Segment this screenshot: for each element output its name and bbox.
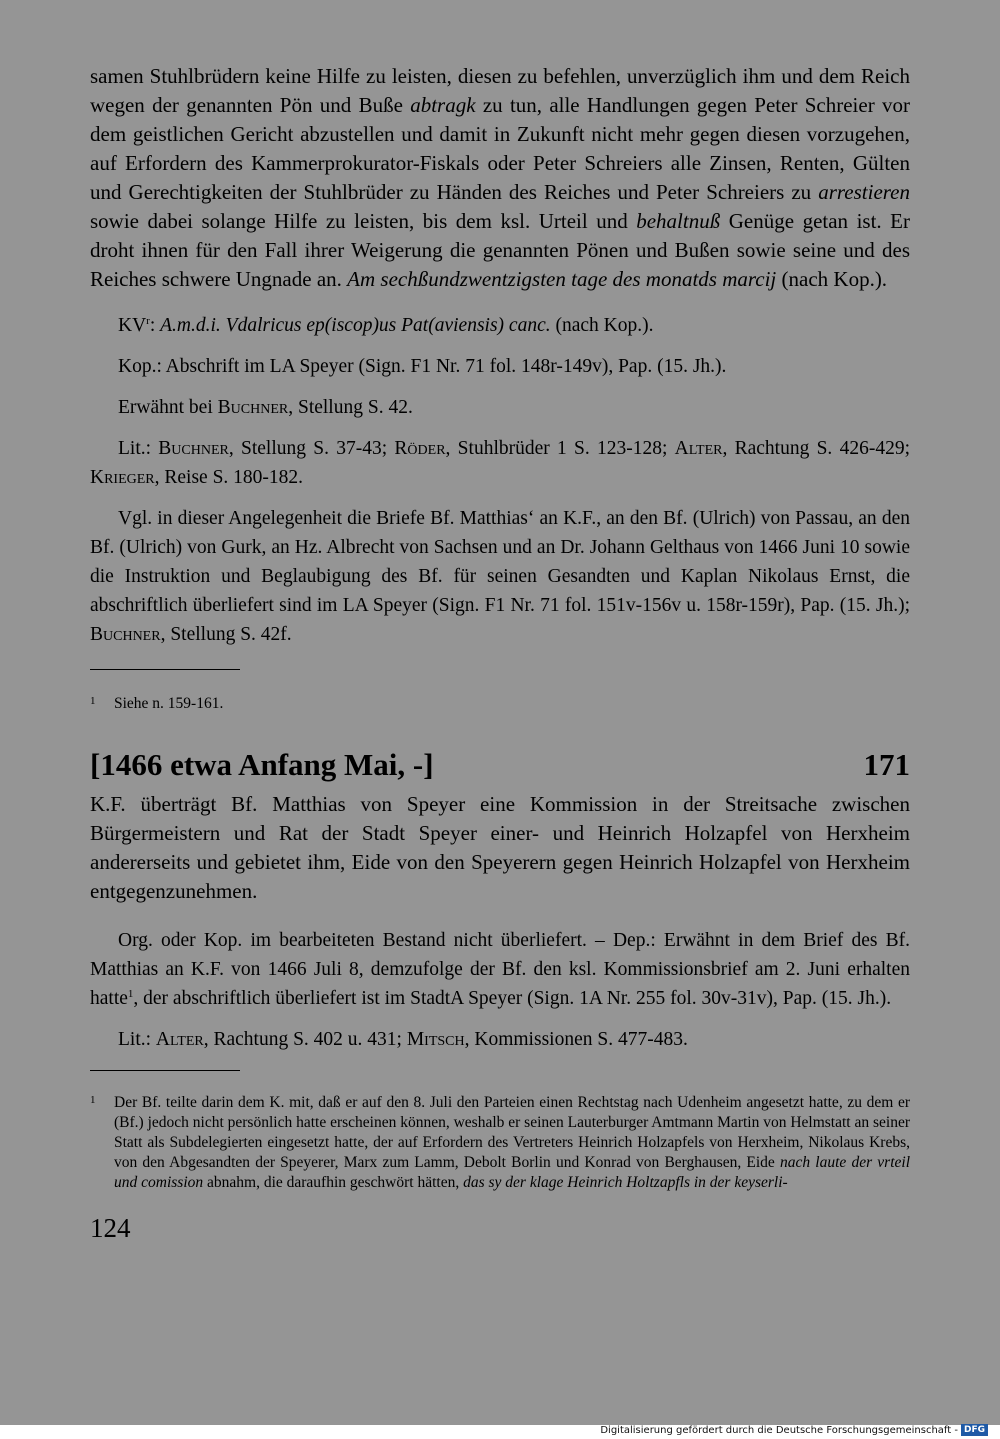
dfg-logo: DFG: [961, 1424, 988, 1436]
entry-heading: [90, 746, 910, 784]
erwaehnt-note: Erwähnt bei Buchner, Stellung S. 42.: [118, 397, 413, 418]
literature-note: Lit.: Buchner, Stellung S. 37-43; Röder, Stuhlbrüder 1 S. 123-128; Alter, Rachtung S. 426-429; Krieger, Reise S. 180-182.: [90, 438, 910, 488]
apparatus-block-2: [90, 926, 910, 1054]
text-column: [90, 62, 910, 1243]
entry-number: 171: [863, 747, 910, 782]
credit-text: Digitalisierung gefördert durch die Deutsche Forschungsgemeinschaft -: [600, 1424, 958, 1436]
footnote-rule-2: [90, 1070, 240, 1071]
vgl-note: Vgl. in dieser Angelegenheit die Briefe Bf. Matthias‘ an K.F., an den Bf. (Ulrich) von Passau, an den Bf. (Ulrich) von Gurk, an Hz. Albrecht von Sachsen und an Dr. Johann Gelthaus von 1466 Juni 10 sowie die Instruktion und Beglaubigung des Bf. für seinen Gesandten und Kaplan Nikolaus Ernst, die abschriftlich überliefert sind im LA Speyer (Sign. F1 Nr. 71 fol. 151v-156v u. 158r-159r), Pap. (15. Jh.); Buchner, Stellung S. 42f.: [90, 508, 910, 645]
entry-summary: K.F. überträgt Bf. Matthias von Speyer eine Kommission in der Streitsache zwischen Bürgermeistern und Rat der Stadt Speyer einer- und Heinrich Holzapfel von Herxheim andererseits und gebietet ihm, Eide von den Speyerern gegen Heinrich Holzapfel von Herxheim entgegenzunehmen.: [90, 792, 910, 903]
org-note: Org. oder Kop. im bearbeiteten Bestand nicht überliefert. – Dep.: Erwähnt in dem Brief des Bf. Matthias an K.F. von 1466 Juli 8, demzufolge der Bf. den ksl. Kommissionsbrief am 2. Juni erhalten hatte$^1$, der abschriftlich überliefert ist im StadtA Speyer (Sign. 1A Nr. 255 fol. 30v-31v), Pap. (15. Jh.).: [90, 930, 910, 1009]
continued-paragraph: samen Stuhlbrüdern keine Hilfe zu leisten, diesen zu befehlen, unverzüglich ihm und dem Reich wegen der genannten Pön und Buße abtragk zu tun, alle Handlungen gegen Peter Schreier vor dem geistlichen Gericht abzustellen und damit in Zukunft nicht mehr gegen diesen vorzugehen, auf Erfordern des Kammerprokurator-Fiskals oder Peter Schreiers alle Zinsen, Renten, Gülten und Gerechtigkeiten der Stuhlbrüder zu Händen des Reiches und Peter Schreiers zu arrestieren sowie dabei solange Hilfe zu leisten, bis dem ksl. Urteil und behaltnuß Genüge getan ist. Er droht ihnen für den Fall ihrer Weigerung die genannten Pönen und Bußen sowie seine und des Reiches schwere Ungnade an. Am sechßundzwentzigsten tage des monatds marcij (nach Kop.).: [90, 64, 910, 291]
footnote-rule: [90, 669, 240, 670]
apparatus-block-1: [90, 311, 910, 649]
footnote-2: 1 Der Bf. teilte darin dem K. mit, daß er auf den 8. Juli den Parteien einen Rechtstag nach Udenheim angesetzt hatte, zu dem er (Bf.) jedoch nicht persönlich hatte erscheinen können, weshalb er seinen Lauterburger Amtmann Martin von Helmstatt an seiner Statt als Subdelegierten eingesetzt hatte, der auf Erfordern des Vertreters Heinrich Holzapfels von Herxheim, Nikolaus Krebs, von den Abgesandten der Speyerer, Marx zum Lamm, Debolt Borlin und Konrad von Berghausen, Eide nach laute der vrteil und comission abnahm, die daraufhin geschwört hätten, das sy der klage Heinrich Holtzapfls in der keyserli-: [90, 1094, 910, 1191]
digitization-credit: [600, 1424, 988, 1436]
footnote-1: 1 Siehe n. 159-161.: [90, 695, 224, 712]
page-number: 124: [90, 1213, 131, 1243]
literature-note-2: Lit.: Alter, Rachtung S. 402 u. 431; Mitsch, Kommissionen S. 477-483.: [118, 1029, 688, 1050]
entry-date: [1466 etwa Anfang Mai, -]: [90, 747, 434, 782]
kv-note: $KV^r$: A.m.d.i. Vdalricus ep(iscop)us Pat(aviensis) canc. (nach Kop.).: [118, 315, 654, 336]
kop-note: Kop.: Abschrift im LA Speyer (Sign. F1 Nr. 71 fol. 148r-149v), Pap. (15. Jh.).: [118, 356, 727, 377]
